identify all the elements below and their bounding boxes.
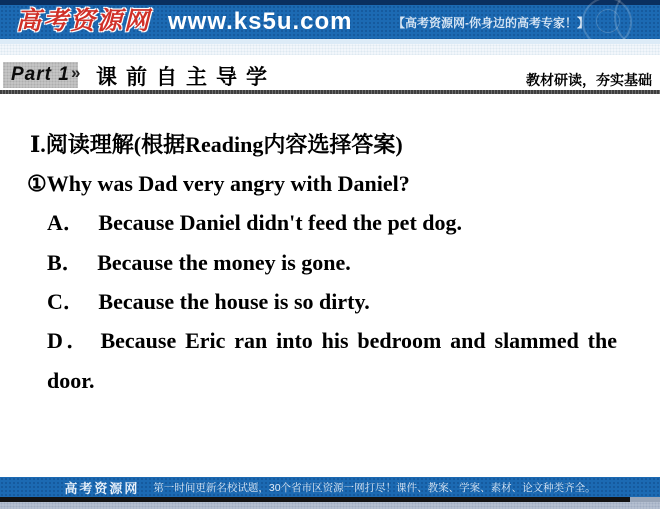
- footer-bottom-strip: [0, 502, 660, 509]
- footer-banner: [0, 477, 660, 497]
- footer-text: 第一时间更新名校试题，30个省市区资源一网打尽！课件、教案、学案、素材、论文种类齐全。: [153, 481, 596, 494]
- section-title: 课前自主导学: [96, 66, 276, 89]
- option-c-text: Because the house is so dirty.: [98, 289, 370, 314]
- option-c: [47, 289, 370, 315]
- option-d-label: D．: [47, 328, 92, 353]
- option-a: [47, 210, 462, 236]
- site-slogan: 【高考资源网-你身边的高考专家！】: [393, 16, 589, 30]
- question-text: ①Why was Dad very angry with Daniel?: [27, 171, 410, 196]
- option-b-label: B．: [47, 250, 84, 275]
- option-d-text-line2: door.: [47, 368, 95, 393]
- exercise-heading: Ⅰ.阅读理解(根据Reading内容选择答案): [30, 132, 403, 157]
- chevron-right-icon: »: [71, 63, 81, 82]
- section-subtitle: 教材研读，夯实基础: [526, 72, 652, 88]
- footer-logo: 高考资源网: [64, 480, 140, 496]
- site-logo: 高考资源网: [16, 8, 152, 35]
- option-d-text-line1: Because Eric ran into his bedroom and slammed the: [100, 328, 618, 353]
- option-a-label: A．: [47, 210, 85, 235]
- option-b-text: Because the money is gone.: [97, 250, 351, 275]
- option-b: [47, 250, 351, 276]
- section-divider: [0, 90, 660, 94]
- option-d: [47, 328, 617, 354]
- header-texture-band: [0, 44, 660, 55]
- site-url: www.ks5u.com: [168, 8, 353, 35]
- option-c-label: C．: [47, 289, 85, 314]
- part-badge: Part 1: [3, 62, 78, 88]
- option-a-text: Because Daniel didn't feed the pet dog.: [98, 210, 463, 235]
- header-banner: [0, 5, 660, 39]
